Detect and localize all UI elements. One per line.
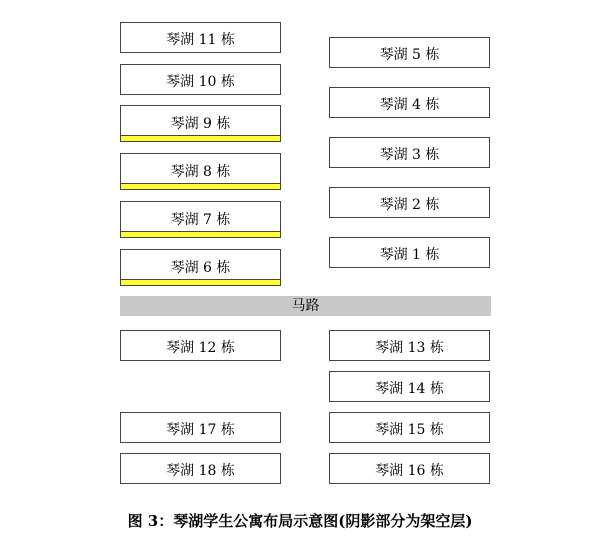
building-label: 琴湖 14 栋 — [375, 381, 444, 397]
building-8 — [120, 153, 281, 190]
building-label: 琴湖 5 栋 — [379, 47, 440, 63]
building-label: 琴湖 6 栋 — [170, 260, 231, 276]
building-5 — [329, 37, 490, 68]
building-10 — [120, 64, 281, 95]
building-label: 琴湖 15 栋 — [375, 422, 444, 438]
stilt-floor-shading — [121, 279, 280, 285]
building-label: 琴湖 17 栋 — [166, 422, 235, 438]
stilt-floor-shading — [121, 231, 280, 237]
building-6 — [120, 249, 281, 286]
building-13 — [329, 330, 490, 361]
building-14 — [329, 371, 490, 402]
building-label: 琴湖 18 栋 — [166, 463, 235, 479]
building-label: 琴湖 8 栋 — [170, 164, 231, 180]
stilt-floor-shading — [121, 183, 280, 189]
building-label: 琴湖 4 栋 — [379, 97, 440, 113]
building-label: 琴湖 9 栋 — [170, 116, 231, 132]
building-label: 琴湖 11 栋 — [166, 32, 235, 48]
building-label: 琴湖 7 栋 — [170, 212, 231, 228]
building-2 — [329, 187, 490, 218]
figure-caption: 图 3：琴湖学生公寓布局示意图(阴影部分为架空层) — [127, 512, 473, 530]
building-label: 琴湖 1 栋 — [379, 247, 440, 263]
building-18 — [120, 453, 281, 484]
building-11 — [120, 22, 281, 53]
building-label: 琴湖 2 栋 — [379, 197, 440, 213]
building-label: 琴湖 16 栋 — [375, 463, 444, 479]
building-1 — [329, 237, 490, 268]
building-17 — [120, 412, 281, 443]
building-15 — [329, 412, 490, 443]
road — [120, 296, 491, 316]
building-4 — [329, 87, 490, 118]
building-9 — [120, 105, 281, 142]
building-12 — [120, 330, 281, 361]
building-label: 琴湖 10 栋 — [166, 74, 235, 90]
building-7 — [120, 201, 281, 238]
building-3 — [329, 137, 490, 168]
building-label: 琴湖 3 栋 — [379, 147, 440, 163]
building-label: 琴湖 12 栋 — [166, 340, 235, 356]
road-label: 马路 — [291, 298, 320, 314]
building-label: 琴湖 13 栋 — [375, 340, 444, 356]
building-16 — [329, 453, 490, 484]
stilt-floor-shading — [121, 135, 280, 141]
